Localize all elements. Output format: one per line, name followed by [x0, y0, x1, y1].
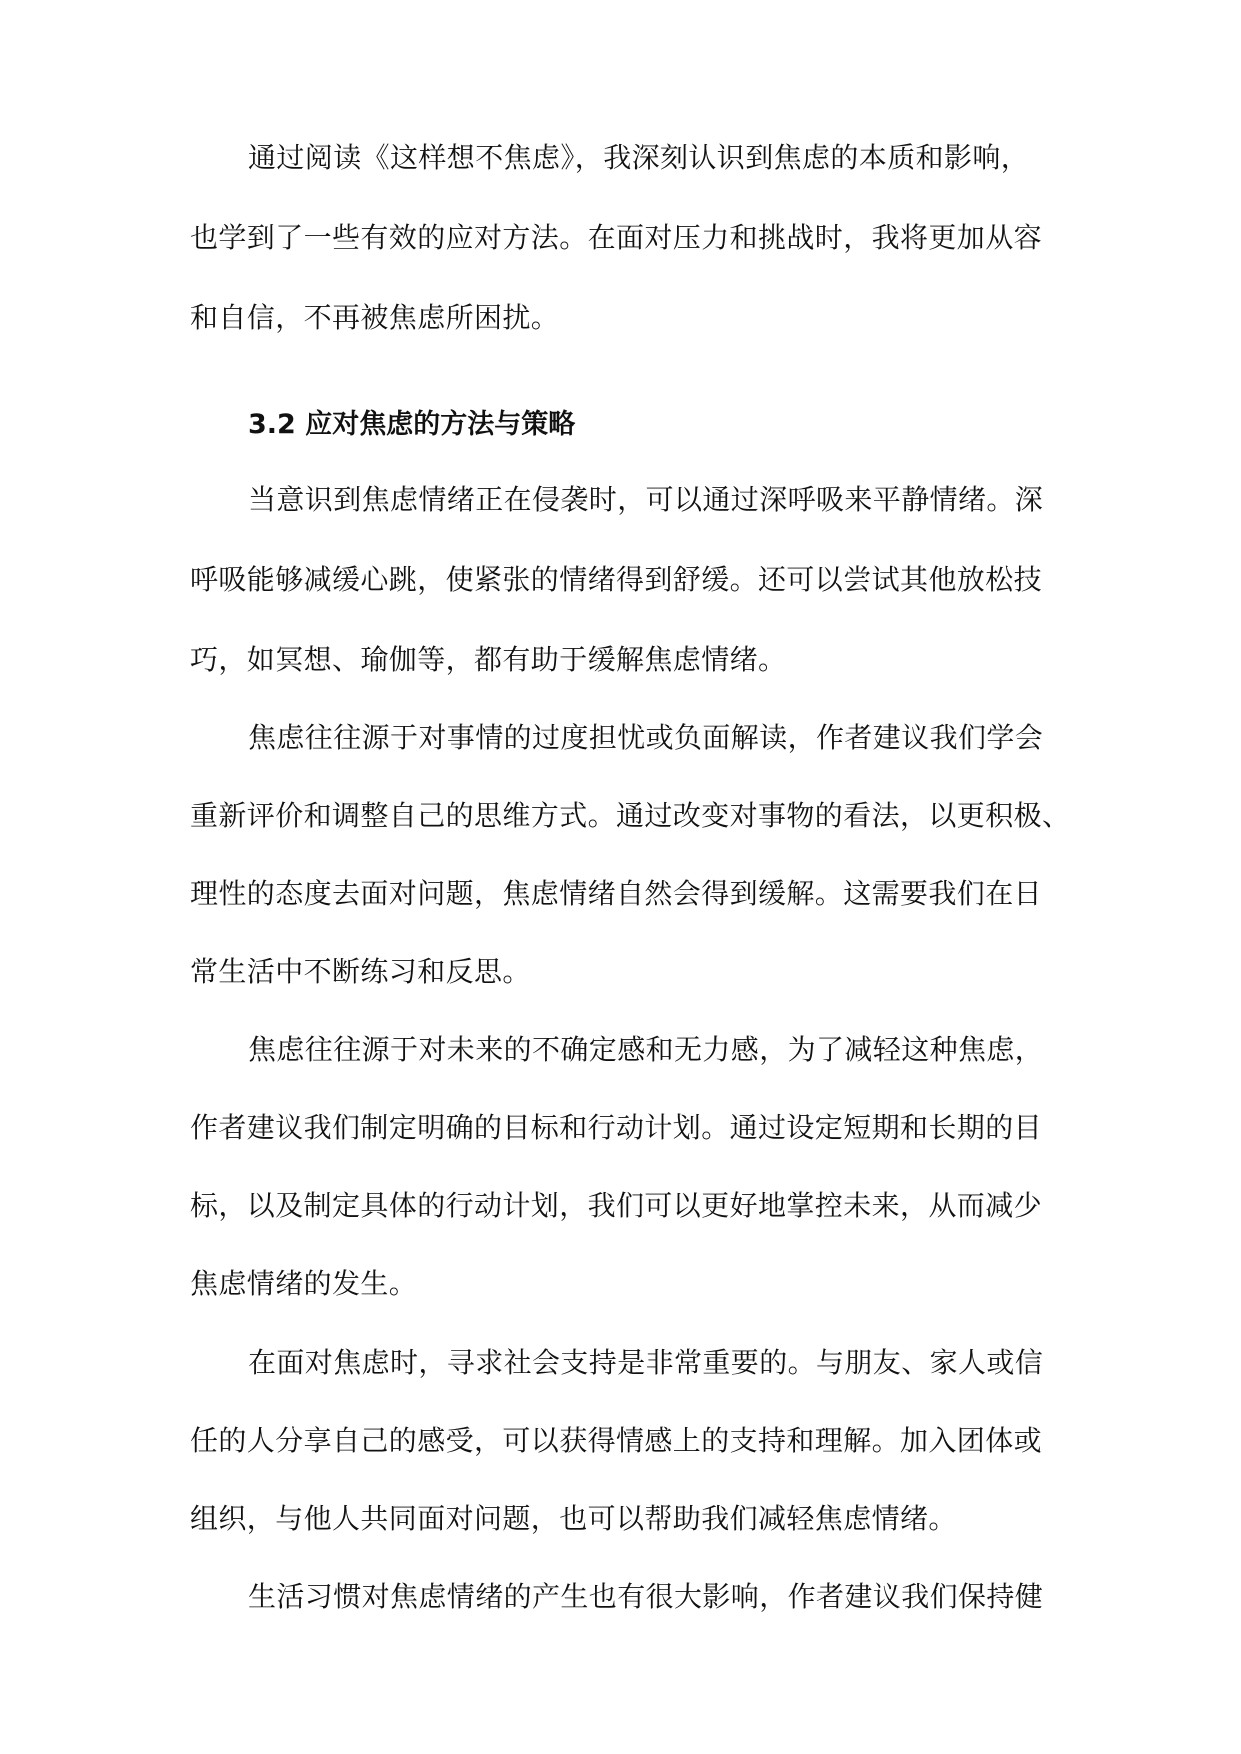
paragraph-2-line-2: 呼吸能够减缓心跳，使紧张的情绪得到舒缓。还可以尝试其他放松技 — [190, 563, 1043, 596]
paragraph-3-line-2: 重新评价和调整自己的思维方式。通过改变对事物的看法，以更积极、 — [190, 799, 1071, 832]
paragraph-5-line-1: 在面对焦虑时，寻求社会支持是非常重要的。与朋友、家人或信 — [248, 1346, 1044, 1379]
paragraph-3-line-4: 常生活中不断练习和反思。 — [190, 955, 531, 988]
paragraph-4-line-3: 标，以及制定具体的行动计划，我们可以更好地掌控未来，从而减少 — [190, 1189, 1043, 1222]
paragraph-1-line-3: 和自信，不再被焦虑所困扰。 — [190, 301, 560, 334]
paragraph-4-line-2: 作者建议我们制定明确的目标和行动计划。通过设定短期和长期的目 — [190, 1111, 1043, 1144]
paragraph-4-line-1: 焦虑往往源于对未来的不确定感和无力感，为了减轻这种焦虑， — [248, 1033, 1044, 1066]
section-heading: 3.2 应对焦虑的方法与策略 — [248, 409, 576, 440]
paragraph-3-line-3: 理性的态度去面对问题，焦虑情绪自然会得到缓解。这需要我们在日 — [190, 877, 1043, 910]
paragraph-1-line-2: 也学到了一些有效的应对方法。在面对压力和挑战时，我将更加从容 — [190, 221, 1043, 254]
paragraph-1-line-1: 通过阅读《这样想不焦虑》，我深刻认识到焦虑的本质和影响， — [248, 141, 1030, 174]
paragraph-5-line-2: 任的人分享自己的感受，可以获得情感上的支持和理解。加入团体或 — [190, 1424, 1043, 1457]
paragraph-2-line-3: 巧，如冥想、瑜伽等，都有助于缓解焦虑情绪。 — [190, 643, 787, 676]
paragraph-4-line-4: 焦虑情绪的发生。 — [190, 1267, 418, 1300]
paragraph-3-line-1: 焦虑往往源于对事情的过度担忧或负面解读，作者建议我们学会 — [248, 721, 1044, 754]
paragraph-2-line-1: 当意识到焦虑情绪正在侵袭时，可以通过深呼吸来平静情绪。深 — [248, 483, 1044, 516]
paragraph-5-line-3: 组织，与他人共同面对问题，也可以帮助我们减轻焦虑情绪。 — [190, 1502, 957, 1535]
paragraph-6-line-1: 生活习惯对焦虑情绪的产生也有很大影响，作者建议我们保持健 — [248, 1580, 1044, 1613]
